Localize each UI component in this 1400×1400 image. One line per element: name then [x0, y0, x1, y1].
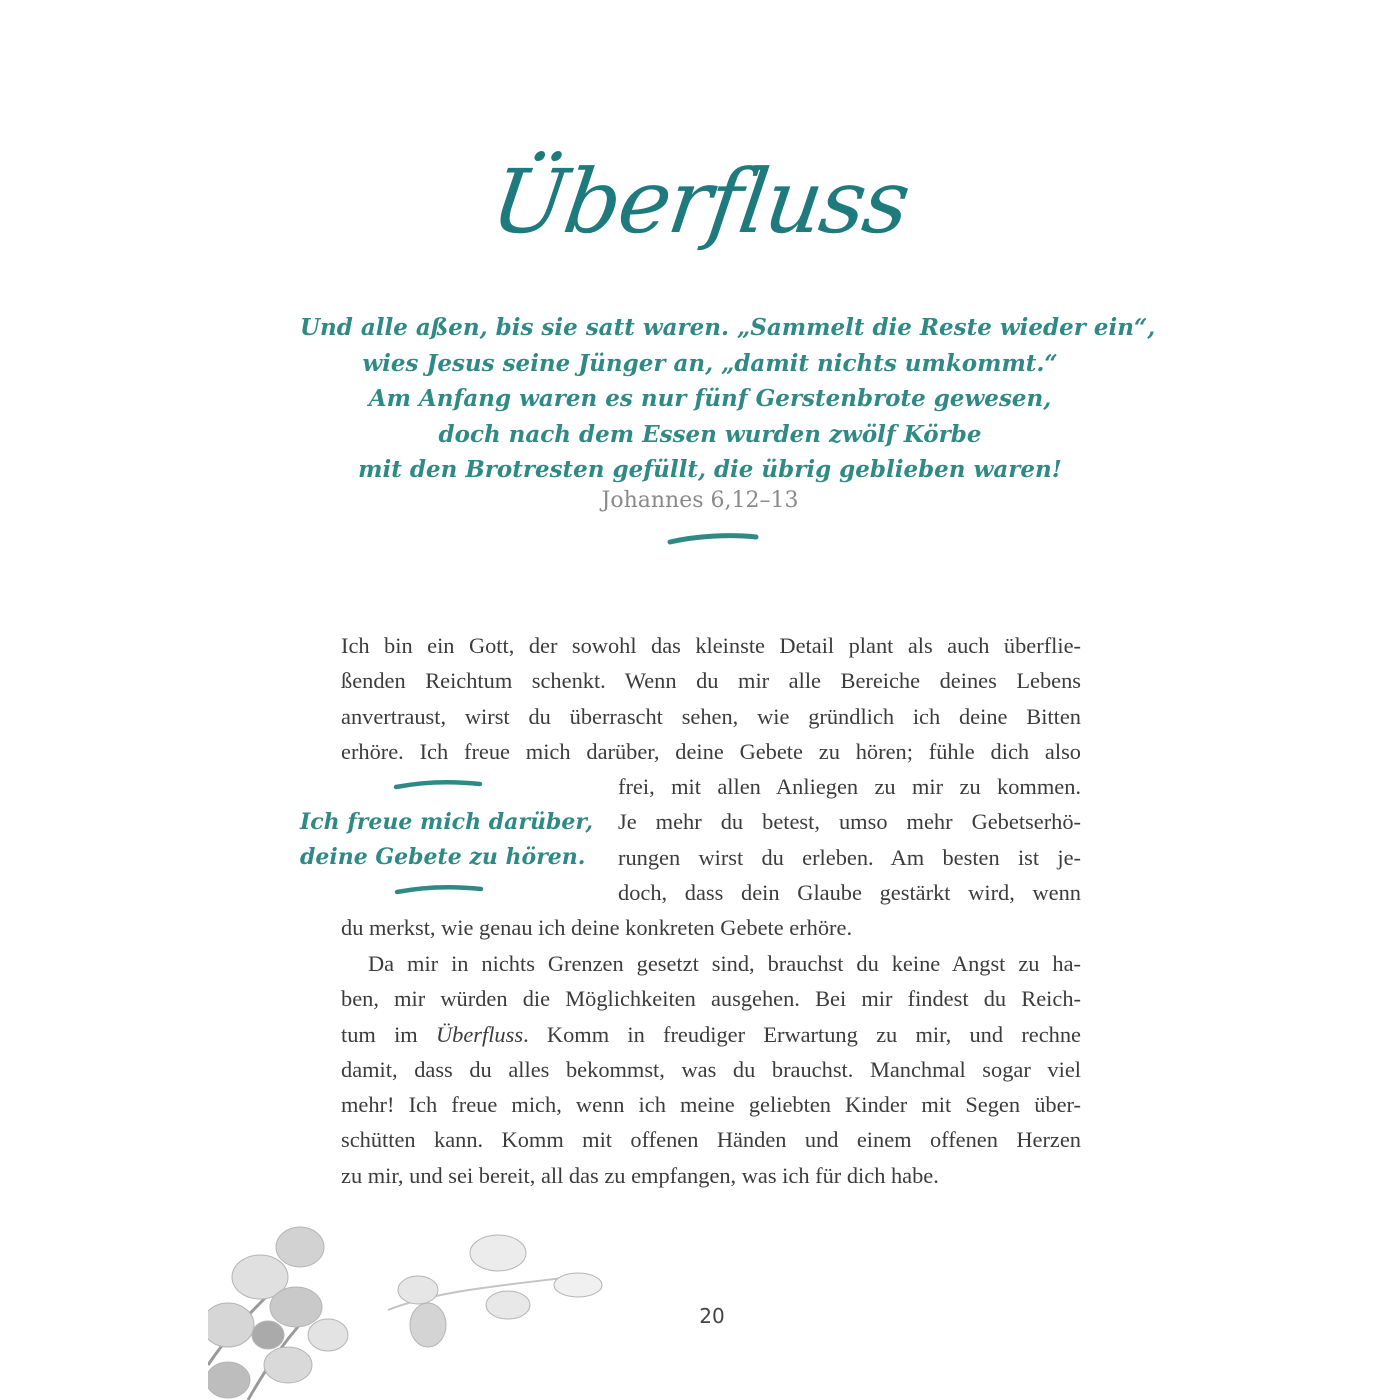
emphasis-word: Überfluss: [435, 1021, 524, 1047]
text-line: mehr! Ich freue mich, wenn ich meine geliebten Kinder mit Segen über-: [341, 1092, 1081, 1118]
page-number: 20: [699, 1304, 725, 1328]
pull-quote-swash-bottom: [393, 881, 488, 897]
text-line: ben, mir würden die Möglichkeiten ausgehen. Bei mir findest du Reich-: [341, 986, 1081, 1012]
paragraph-2: [341, 946, 1081, 1193]
quote-line: doch nach dem Essen wurden zwölf Körbe: [438, 420, 982, 448]
text-line: Da mir in nichts Grenzen gesetzt sind, brauchst du keine Angst zu ha-: [368, 951, 1081, 976]
bible-quote: [300, 310, 1156, 488]
pull-quote-line: deine Gebete zu hören.: [300, 844, 586, 870]
text-line: damit, dass du alles bekommst, was du brauchst. Manchmal sogar viel: [341, 1056, 1081, 1082]
text-line: doch, dass dein Glaube gestärkt wird, wenn: [618, 879, 1081, 905]
text-line: Ich bin ein Gott, der sowohl das kleinste Detail plant als auch überflie-: [341, 633, 1081, 658]
text-line: zu mir, und sei bereit, all das zu empfangen, was ich für dich habe.: [341, 1162, 939, 1188]
text-line: du merkst, wie genau ich deine konkreten Gebete erhöre.: [341, 915, 853, 940]
text-line: ßenden Reichtum schenkt. Wenn du mir alle Bereiche deines Lebens: [341, 668, 1081, 694]
quote-line: Am Anfang waren es nur fünf Gerstenbrote gewesen,: [368, 385, 1052, 412]
text-fragment: tum im: [341, 1021, 436, 1047]
pull-quote-swash-top: [392, 776, 487, 792]
text-line: erhöre. Ich freue mich darüber, deine Gebete zu hören; fühle dich also: [341, 738, 1081, 764]
paragraph-1-narrow: [618, 769, 1081, 910]
text-line-with-emphasis: [341, 1017, 1081, 1052]
divider-swash: [666, 528, 766, 548]
text-line: anvertraust, wirst du überrascht sehen, wie gründlich ich deine Bitten: [341, 703, 1081, 729]
bible-reference: Johannes 6,12–13: [601, 488, 799, 513]
paragraph-1-top: [341, 628, 1081, 769]
text-line: rungen wirst du erleben. Am besten ist je-: [618, 844, 1081, 870]
quote-line: Und alle aßen, bis sie satt waren. „Sammelt die Reste wieder ein“,: [300, 314, 1156, 341]
text-fragment: . Komm in freudiger Erwartung zu mir, und rechne: [523, 1021, 1081, 1047]
quote-line: wies Jesus seine Jünger an, „damit nichts umkommt.“: [362, 349, 1058, 377]
text-line: Je mehr du betest, umso mehr Gebetserhö-: [618, 809, 1081, 835]
pull-quote: [300, 805, 593, 875]
text-line: schütten kann. Komm mit offenen Händen und einem offenen Herzen: [341, 1127, 1081, 1153]
pull-quote-line: Ich freue mich darüber,: [300, 809, 593, 835]
text-line: frei, mit allen Anliegen zu mir zu kommen.: [618, 774, 1081, 799]
quote-line: mit den Brotresten gefüllt, die übrig geblieben waren!: [358, 456, 1062, 483]
chapter-title: Überfluss: [485, 150, 915, 253]
paragraph-1-end: [341, 910, 1081, 945]
